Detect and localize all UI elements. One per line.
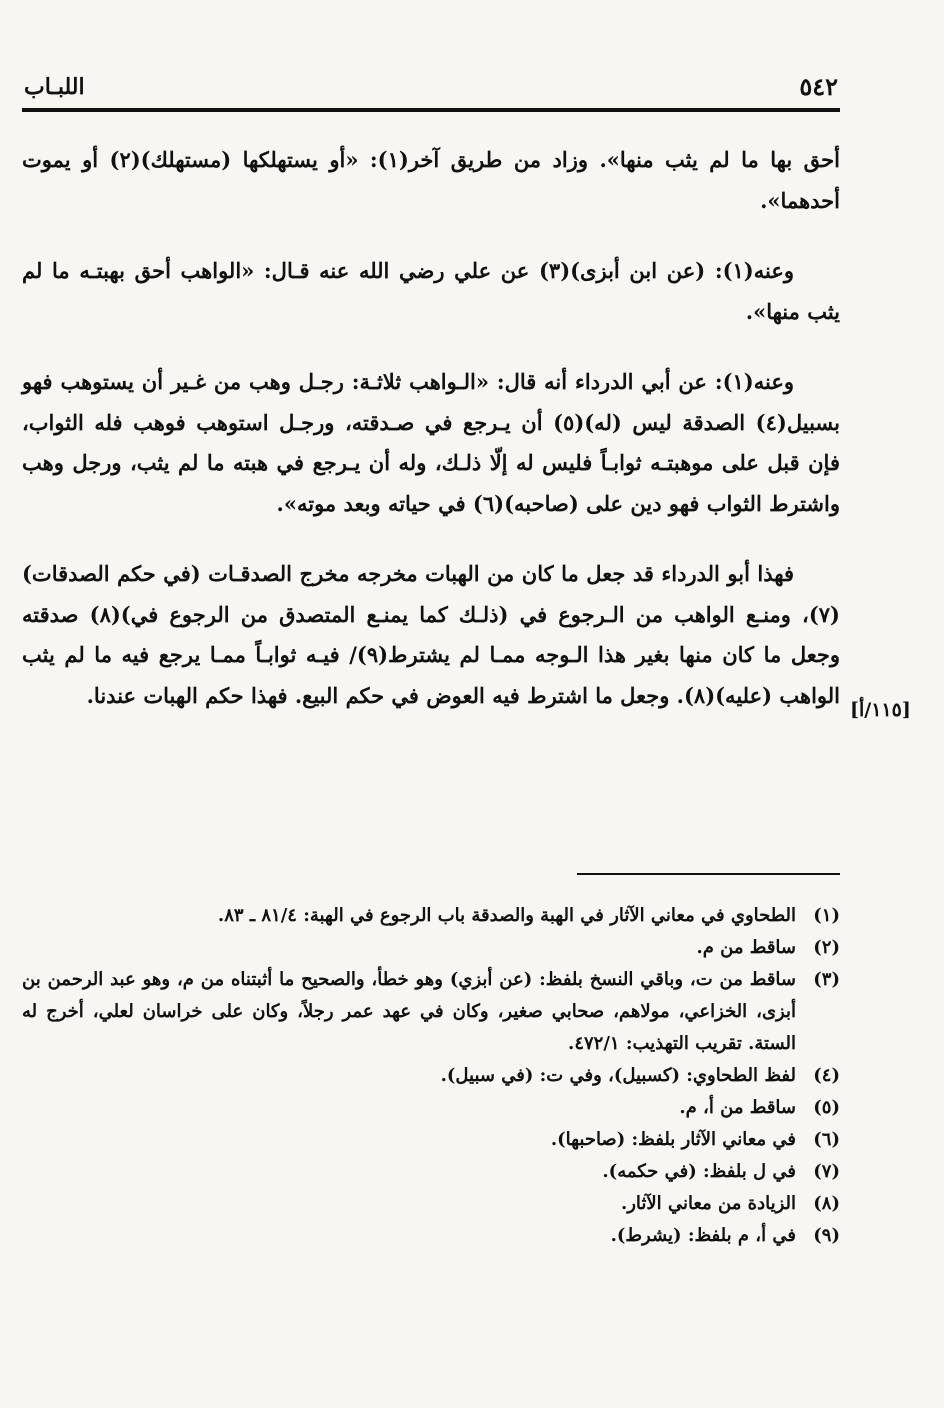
footnote [22, 1060, 840, 1092]
paragraph: وعنه(١): عن أبي الدرداء أنه قال: «الـواهب ثلاثـة: رجـل وهب من غـير أن يستوهب فهو بسبيل(٤) الصدقة ليس (له)(٥) أن يـرجع في صـدقته، ورجـل استوهب فوهب فله الثواب، فإن قبل على موهبتـه ثوابـاً فليس له إلّا ذلـك، وله أن يـرجع في هبته ما لم يثب، ورجل وهب واشترط الثواب فهو دين على (صاحبه)(٦) في حياته وبعد موته». [22, 369, 840, 516]
footnote-text: في أ، م بلفظ: (يشرط). [610, 1225, 796, 1246]
footnote [22, 1156, 840, 1188]
header-rule [22, 108, 840, 112]
footnote [22, 1092, 840, 1124]
footnote-number: (٧) [813, 1161, 840, 1182]
paragraph: أحق بها ما لم يثب منها». وزاد من طريق آخر(١): «أو يستهلكها (مستهلك)(٢) أو يموت أحدهما». [22, 147, 840, 213]
paragraph: فهذا أبو الدرداء قد جعل ما كان من الهبات مخرجه مخرج الصدقـات (في حكم الصدقات)(٧)، ومنـع الواهب من الـرجوع في (ذلـك كما يمنـع المتصدق من الرجوع في)(٨) صدقته وجعل ما كان منها بغير هذا الـوجه ممـا لم يشترط(٩)/ فيـه ثوابـاً ممـا يرجع فيه ما لم يثب الواهب (عليه)(٨). وجعل ما اشترط فيه العوض في حكم البيع. فهذا حكم الهبات عندنا. [22, 561, 840, 708]
footnote-text: ساقط من م. [696, 937, 796, 958]
footnote-text: ساقط من أ، م. [679, 1097, 796, 1118]
footnote [22, 932, 840, 964]
footnote-text: لفظ الطحاوي: (كسبيل)، وفي ت: (في سبيل). [440, 1065, 796, 1086]
main-text [22, 140, 840, 746]
footnote-text: الطحاوي في معاني الآثار في الهبة والصدقة باب الرجوع في الهبة: ٨١/٤ ـ ٨٣. [217, 905, 796, 926]
footnote [22, 1188, 840, 1220]
footnote-text: في ل بلفظ: (في حكمه). [602, 1161, 796, 1182]
running-header [22, 70, 840, 104]
footnote [22, 964, 840, 1060]
footnote [22, 900, 840, 932]
footnote-number: (٣) [813, 969, 840, 990]
footnote-text: ساقط من ت، وباقي النسخ بلفظ: (عن أبزي) وهو خطأ، والصحيح ما أثبتناه من م، وهو عبد الرحمن بن أبزى، الخزاعي، مولاهم، صحابي صغير، وكان في عهد عمر رجلاً، وكان على خراسان لعلي، أخرج له الستة. تقريب التهذيب: ٤٧٢/١. [22, 969, 796, 1054]
footnote-separator [577, 873, 840, 875]
page-number: ٥٤٢ [799, 72, 838, 101]
footnote [22, 1220, 840, 1252]
footnote-number: (٢) [813, 937, 840, 958]
manuscript-folio-marker: [١١٥/أ] [850, 699, 911, 721]
footnote-number: (٩) [813, 1225, 840, 1246]
footnote-number: (٥) [813, 1097, 840, 1118]
book-title: اللبـاب [24, 74, 85, 100]
footnote-number: (٨) [813, 1193, 840, 1214]
paragraph: وعنه(١): (عن ابن أبزى)(٣) عن علي رضي الله عنه قـال: «الواهب أحق بهبتـه ما لم يثب منها». [22, 258, 840, 324]
footnotes-list [22, 900, 840, 1252]
footnote-number: (٤) [813, 1065, 840, 1086]
footnote-text: الزيادة من معاني الآثار. [620, 1193, 796, 1214]
footnote-number: (١) [813, 905, 840, 926]
footnote-text: في معاني الآثار بلفظ: (صاحبها). [550, 1129, 796, 1150]
footnote-number: (٦) [813, 1129, 840, 1150]
footnote [22, 1124, 840, 1156]
